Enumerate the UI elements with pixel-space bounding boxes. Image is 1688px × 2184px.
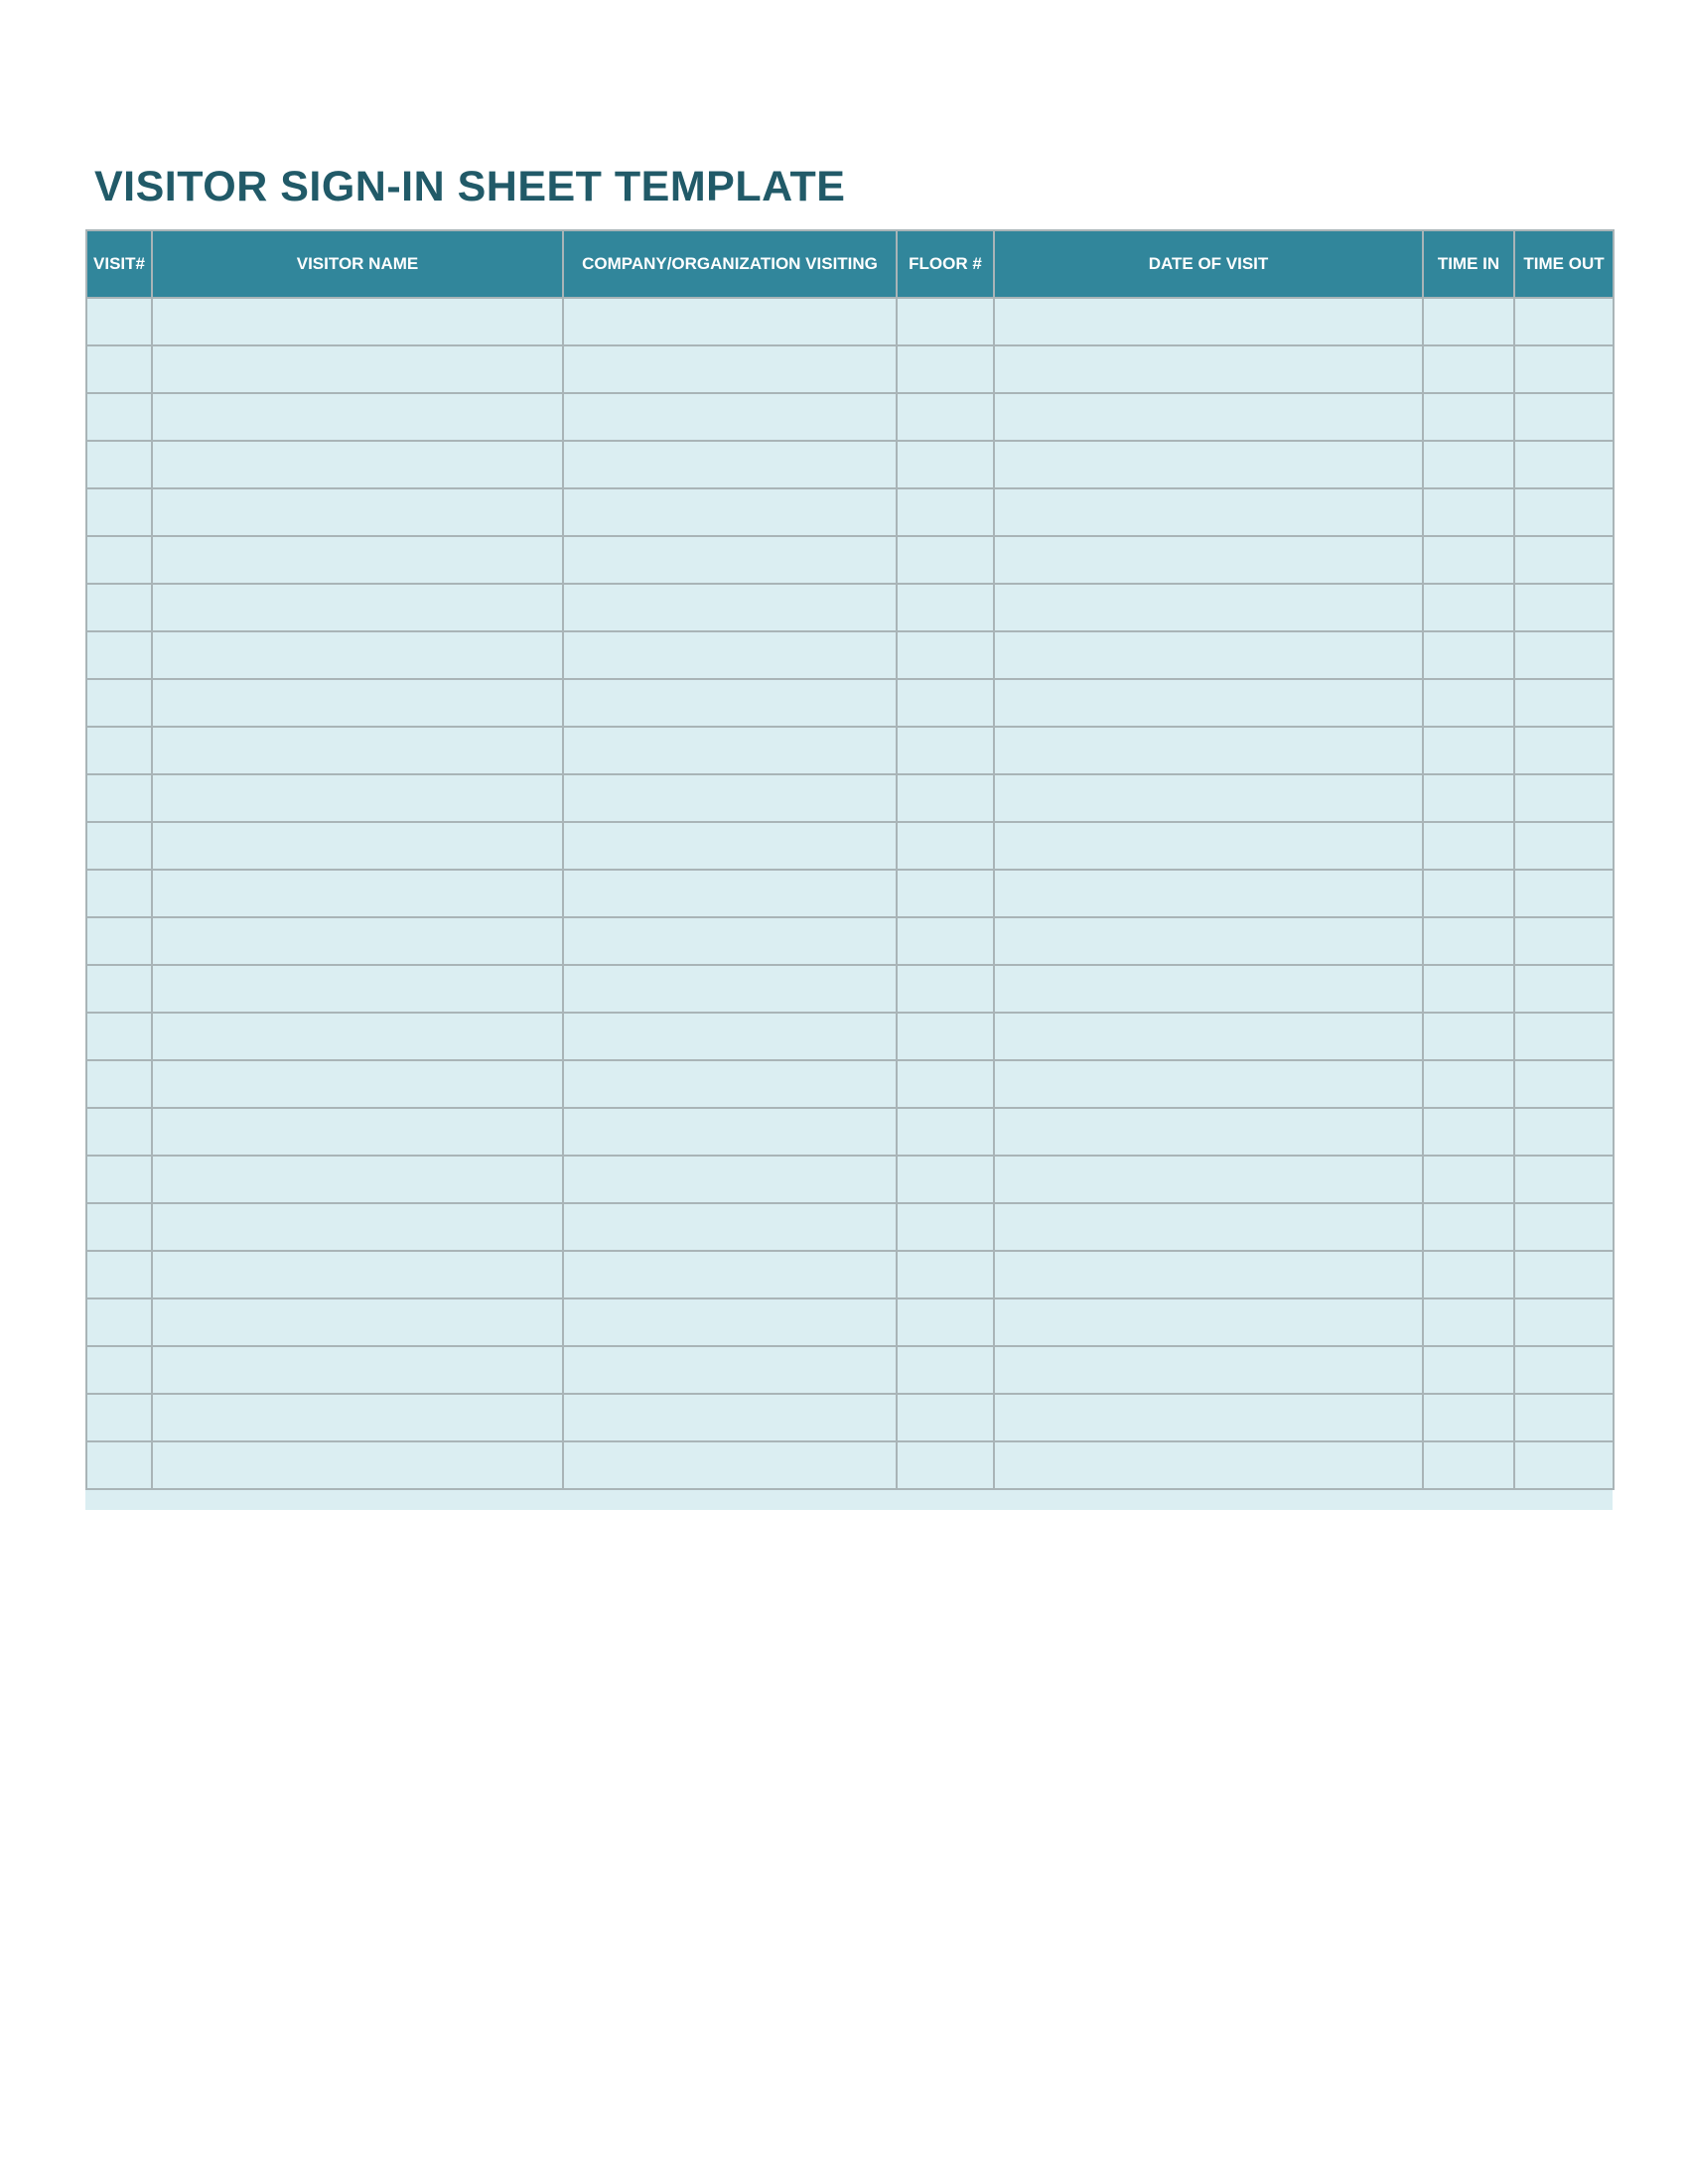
cell-date[interactable] xyxy=(994,1394,1423,1441)
cell-date[interactable] xyxy=(994,679,1423,727)
cell-company[interactable] xyxy=(563,1441,897,1489)
cell-visit-no[interactable] xyxy=(86,631,152,679)
cell-visit-no[interactable] xyxy=(86,298,152,345)
cell-visitor-name[interactable] xyxy=(152,679,563,727)
cell-floor[interactable] xyxy=(897,1441,994,1489)
cell-company[interactable] xyxy=(563,679,897,727)
cell-floor[interactable] xyxy=(897,1251,994,1298)
cell-visit-no[interactable] xyxy=(86,393,152,441)
cell-floor[interactable] xyxy=(897,1346,994,1394)
cell-floor[interactable] xyxy=(897,965,994,1013)
cell-company[interactable] xyxy=(563,727,897,774)
cell-date[interactable] xyxy=(994,345,1423,393)
cell-date[interactable] xyxy=(994,1203,1423,1251)
cell-floor[interactable] xyxy=(897,631,994,679)
cell-time-out[interactable] xyxy=(1514,917,1614,965)
page-title: VISITOR SIGN-IN SHEET TEMPLATE xyxy=(94,163,846,210)
cell-date[interactable] xyxy=(994,870,1423,917)
cell-visitor-name[interactable] xyxy=(152,584,563,631)
cell-time-out[interactable] xyxy=(1514,1203,1614,1251)
cell-visitor-name[interactable] xyxy=(152,536,563,584)
cell-time-out[interactable] xyxy=(1514,965,1614,1013)
cell-company[interactable] xyxy=(563,441,897,488)
cell-time-in[interactable] xyxy=(1423,1441,1514,1489)
cell-floor[interactable] xyxy=(897,1203,994,1251)
cell-time-in[interactable] xyxy=(1423,870,1514,917)
cell-visit-no[interactable] xyxy=(86,488,152,536)
cell-visit-no[interactable] xyxy=(86,1251,152,1298)
cell-visitor-name[interactable] xyxy=(152,1394,563,1441)
cell-time-out[interactable] xyxy=(1514,1346,1614,1394)
table-row xyxy=(86,870,1614,917)
cell-visit-no[interactable] xyxy=(86,1394,152,1441)
cell-date[interactable] xyxy=(994,584,1423,631)
cell-company[interactable] xyxy=(563,1203,897,1251)
cell-time-in[interactable] xyxy=(1423,679,1514,727)
cell-floor[interactable] xyxy=(897,679,994,727)
cell-company[interactable] xyxy=(563,1251,897,1298)
cell-visit-no[interactable] xyxy=(86,1346,152,1394)
cell-visit-no[interactable] xyxy=(86,870,152,917)
cell-company[interactable] xyxy=(563,298,897,345)
cell-time-in[interactable] xyxy=(1423,1298,1514,1346)
cell-floor[interactable] xyxy=(897,774,994,822)
cell-visitor-name[interactable] xyxy=(152,1060,563,1108)
cell-company[interactable] xyxy=(563,870,897,917)
cell-date[interactable] xyxy=(994,1156,1423,1203)
cell-company[interactable] xyxy=(563,631,897,679)
cell-visitor-name[interactable] xyxy=(152,1013,563,1060)
cell-visitor-name[interactable] xyxy=(152,870,563,917)
cell-date[interactable] xyxy=(994,1346,1423,1394)
table-row xyxy=(86,1441,1614,1489)
cell-company[interactable] xyxy=(563,584,897,631)
cell-time-in[interactable] xyxy=(1423,584,1514,631)
cell-company[interactable] xyxy=(563,917,897,965)
cell-time-out[interactable] xyxy=(1514,774,1614,822)
cell-visitor-name[interactable] xyxy=(152,631,563,679)
cell-date[interactable] xyxy=(994,536,1423,584)
cell-time-in[interactable] xyxy=(1423,1346,1514,1394)
cell-visit-no[interactable] xyxy=(86,917,152,965)
cell-visitor-name[interactable] xyxy=(152,1441,563,1489)
cell-company[interactable] xyxy=(563,1013,897,1060)
cell-visit-no[interactable] xyxy=(86,345,152,393)
table-row xyxy=(86,345,1614,393)
cell-date[interactable] xyxy=(994,1251,1423,1298)
cell-date[interactable] xyxy=(994,1298,1423,1346)
cell-visitor-name[interactable] xyxy=(152,917,563,965)
column-header-date: DATE OF VISIT xyxy=(994,230,1423,298)
table-row xyxy=(86,1060,1614,1108)
cell-time-out[interactable] xyxy=(1514,1251,1614,1298)
table-row xyxy=(86,393,1614,441)
table-row xyxy=(86,1346,1614,1394)
table-row xyxy=(86,1013,1614,1060)
cell-visitor-name[interactable] xyxy=(152,774,563,822)
cell-time-in[interactable] xyxy=(1423,298,1514,345)
cell-time-out[interactable] xyxy=(1514,1060,1614,1108)
table-row xyxy=(86,631,1614,679)
cell-visit-no[interactable] xyxy=(86,1060,152,1108)
cell-time-in[interactable] xyxy=(1423,441,1514,488)
cell-time-in[interactable] xyxy=(1423,965,1514,1013)
cell-floor[interactable] xyxy=(897,822,994,870)
cell-visitor-name[interactable] xyxy=(152,822,563,870)
cell-floor[interactable] xyxy=(897,1060,994,1108)
table-row xyxy=(86,774,1614,822)
cell-time-out[interactable] xyxy=(1514,1394,1614,1441)
cell-visitor-name[interactable] xyxy=(152,298,563,345)
table-row xyxy=(86,1251,1614,1298)
cell-time-out[interactable] xyxy=(1514,1108,1614,1156)
cell-time-in[interactable] xyxy=(1423,917,1514,965)
cell-date[interactable] xyxy=(994,393,1423,441)
table-row xyxy=(86,441,1614,488)
cell-floor[interactable] xyxy=(897,393,994,441)
cell-time-in[interactable] xyxy=(1423,1013,1514,1060)
cell-date[interactable] xyxy=(994,631,1423,679)
table-row xyxy=(86,536,1614,584)
cell-visit-no[interactable] xyxy=(86,1298,152,1346)
cell-floor[interactable] xyxy=(897,870,994,917)
cell-floor[interactable] xyxy=(897,536,994,584)
cell-visitor-name[interactable] xyxy=(152,1346,563,1394)
cell-date[interactable] xyxy=(994,727,1423,774)
cell-visitor-name[interactable] xyxy=(152,393,563,441)
table-row xyxy=(86,1298,1614,1346)
cell-time-in[interactable] xyxy=(1423,1251,1514,1298)
cell-time-out[interactable] xyxy=(1514,1298,1614,1346)
cell-time-in[interactable] xyxy=(1423,1394,1514,1441)
column-header-time-out: TIME OUT xyxy=(1514,230,1614,298)
cell-date[interactable] xyxy=(994,1060,1423,1108)
cell-time-out[interactable] xyxy=(1514,1156,1614,1203)
cell-company[interactable] xyxy=(563,1108,897,1156)
table-row xyxy=(86,917,1614,965)
cell-visitor-name[interactable] xyxy=(152,345,563,393)
cell-time-out[interactable] xyxy=(1514,679,1614,727)
column-header-floor: FLOOR # xyxy=(897,230,994,298)
cell-time-in[interactable] xyxy=(1423,488,1514,536)
cell-time-in[interactable] xyxy=(1423,727,1514,774)
cell-date[interactable] xyxy=(994,774,1423,822)
cell-date[interactable] xyxy=(994,488,1423,536)
cell-time-in[interactable] xyxy=(1423,345,1514,393)
cell-time-in[interactable] xyxy=(1423,1156,1514,1203)
cell-time-out[interactable] xyxy=(1514,584,1614,631)
cell-visitor-name[interactable] xyxy=(152,1108,563,1156)
column-header-visitor-name: VISITOR NAME xyxy=(152,230,563,298)
table-row xyxy=(86,727,1614,774)
cell-visitor-name[interactable] xyxy=(152,1156,563,1203)
cell-floor[interactable] xyxy=(897,441,994,488)
cell-time-out[interactable] xyxy=(1514,298,1614,345)
cell-time-out[interactable] xyxy=(1514,1441,1614,1489)
cell-company[interactable] xyxy=(563,1060,897,1108)
cell-visitor-name[interactable] xyxy=(152,488,563,536)
cell-company[interactable] xyxy=(563,1346,897,1394)
cell-time-out[interactable] xyxy=(1514,441,1614,488)
cell-visit-no[interactable] xyxy=(86,822,152,870)
cell-visitor-name[interactable] xyxy=(152,441,563,488)
cell-floor[interactable] xyxy=(897,1156,994,1203)
cell-visit-no[interactable] xyxy=(86,965,152,1013)
cell-visitor-name[interactable] xyxy=(152,727,563,774)
cell-time-in[interactable] xyxy=(1423,536,1514,584)
cell-company[interactable] xyxy=(563,393,897,441)
cell-date[interactable] xyxy=(994,1441,1423,1489)
cell-visitor-name[interactable] xyxy=(152,1251,563,1298)
table-row xyxy=(86,584,1614,631)
cell-time-out[interactable] xyxy=(1514,870,1614,917)
cell-visit-no[interactable] xyxy=(86,774,152,822)
table-row xyxy=(86,1394,1614,1441)
table-row xyxy=(86,1203,1614,1251)
cell-visit-no[interactable] xyxy=(86,1156,152,1203)
cell-time-in[interactable] xyxy=(1423,1203,1514,1251)
cell-company[interactable] xyxy=(563,488,897,536)
table-body xyxy=(86,298,1614,1489)
cell-time-out[interactable] xyxy=(1514,727,1614,774)
column-header-company: COMPANY/ORGANIZATION VISITING xyxy=(563,230,897,298)
cell-visitor-name[interactable] xyxy=(152,965,563,1013)
cell-time-out[interactable] xyxy=(1514,393,1614,441)
table-row xyxy=(86,488,1614,536)
cell-company[interactable] xyxy=(563,536,897,584)
cell-visitor-name[interactable] xyxy=(152,1203,563,1251)
cell-company[interactable] xyxy=(563,965,897,1013)
cell-date[interactable] xyxy=(994,1108,1423,1156)
table-row xyxy=(86,822,1614,870)
cell-time-in[interactable] xyxy=(1423,1060,1514,1108)
table-row xyxy=(86,298,1614,345)
cell-date[interactable] xyxy=(994,822,1423,870)
cell-floor[interactable] xyxy=(897,1394,994,1441)
cell-time-in[interactable] xyxy=(1423,774,1514,822)
cell-company[interactable] xyxy=(563,822,897,870)
cell-date[interactable] xyxy=(994,441,1423,488)
cell-time-out[interactable] xyxy=(1514,631,1614,679)
cell-visit-no[interactable] xyxy=(86,1203,152,1251)
cell-floor[interactable] xyxy=(897,298,994,345)
cell-time-out[interactable] xyxy=(1514,536,1614,584)
cell-company[interactable] xyxy=(563,1298,897,1346)
cell-time-in[interactable] xyxy=(1423,631,1514,679)
column-header-time-in: TIME IN xyxy=(1423,230,1514,298)
table-row xyxy=(86,679,1614,727)
cell-floor[interactable] xyxy=(897,345,994,393)
cell-date[interactable] xyxy=(994,965,1423,1013)
sign-in-table xyxy=(85,229,1615,1490)
cell-visit-no[interactable] xyxy=(86,441,152,488)
table-header-row xyxy=(86,230,1614,298)
cell-visit-no[interactable] xyxy=(86,727,152,774)
cell-company[interactable] xyxy=(563,1394,897,1441)
cell-floor[interactable] xyxy=(897,727,994,774)
cell-visit-no[interactable] xyxy=(86,1013,152,1060)
cell-visitor-name[interactable] xyxy=(152,1298,563,1346)
cell-floor[interactable] xyxy=(897,1108,994,1156)
cell-time-out[interactable] xyxy=(1514,345,1614,393)
cell-time-in[interactable] xyxy=(1423,1108,1514,1156)
column-header-visit-no: VISIT# xyxy=(86,230,152,298)
cell-time-in[interactable] xyxy=(1423,393,1514,441)
cell-date[interactable] xyxy=(994,1013,1423,1060)
cell-floor[interactable] xyxy=(897,1013,994,1060)
cell-floor[interactable] xyxy=(897,917,994,965)
cell-visit-no[interactable] xyxy=(86,1441,152,1489)
cell-floor[interactable] xyxy=(897,584,994,631)
cell-floor[interactable] xyxy=(897,488,994,536)
cell-company[interactable] xyxy=(563,774,897,822)
sign-in-sheet xyxy=(85,229,1613,1510)
cell-visit-no[interactable] xyxy=(86,1108,152,1156)
cell-time-in[interactable] xyxy=(1423,822,1514,870)
table-row xyxy=(86,1108,1614,1156)
cell-time-out[interactable] xyxy=(1514,1013,1614,1060)
cell-date[interactable] xyxy=(994,298,1423,345)
cell-date[interactable] xyxy=(994,917,1423,965)
cell-company[interactable] xyxy=(563,345,897,393)
cell-time-out[interactable] xyxy=(1514,488,1614,536)
cell-floor[interactable] xyxy=(897,1298,994,1346)
cell-visit-no[interactable] xyxy=(86,536,152,584)
table-row xyxy=(86,1156,1614,1203)
table-row xyxy=(86,965,1614,1013)
cell-visit-no[interactable] xyxy=(86,679,152,727)
cell-time-out[interactable] xyxy=(1514,822,1614,870)
cell-company[interactable] xyxy=(563,1156,897,1203)
cell-visit-no[interactable] xyxy=(86,584,152,631)
